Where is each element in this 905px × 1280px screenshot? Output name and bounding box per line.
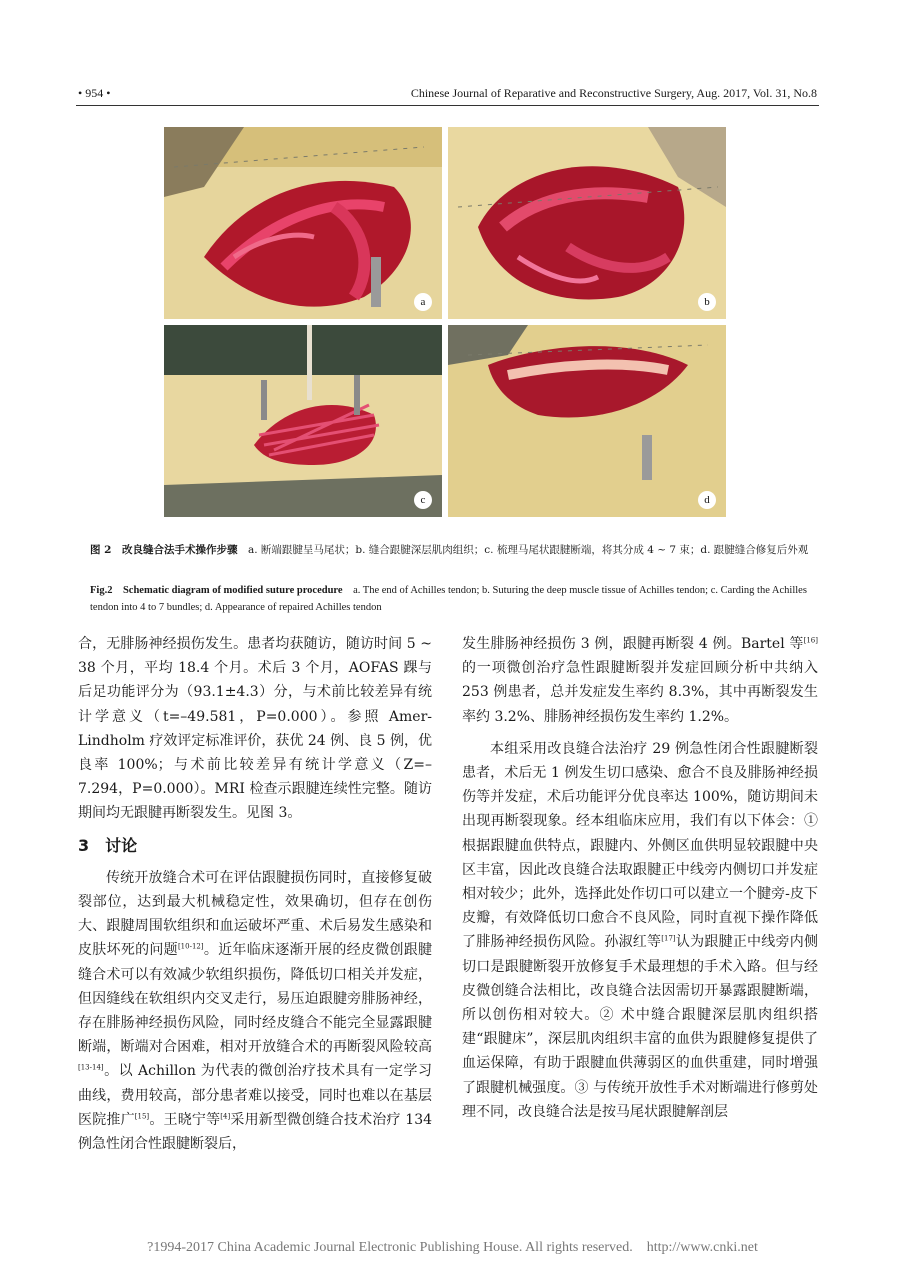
figure-panel-a-photo — [164, 127, 442, 319]
panel-label-c: c — [414, 491, 432, 509]
text-run: 传统开放缝合术可在评估跟腱损伤同时，直接修复破裂部位，达到最大机械稳定性，效果确切，但存在创伤大、跟腱周围软组织和血运破坏严重、术后易发生感染和皮肤坏死的问题 — [78, 869, 432, 959]
figure-panel-c-photo — [164, 325, 442, 517]
complications-paragraph — [462, 632, 818, 729]
figure-caption-cn-body: a. 断端跟腱呈马尾状；b. 缝合跟腱深层肌肉组织；c. 梳理马尾状跟腱断端，将其分成 4 ~ 7 束；d. 跟腱缝合修复后外观 — [247, 544, 809, 556]
page-number: • 954 • — [78, 86, 111, 100]
figure-caption-cn-title: 图 2 改良缝合法手术操作步骤 — [90, 544, 238, 556]
left-column — [78, 632, 432, 1156]
discussion-paragraph — [78, 866, 432, 1156]
section-heading-discussion: 3 讨论 — [78, 835, 138, 855]
citation: [13-14] — [78, 1063, 104, 1072]
copyright-footer: ?1994-2017 China Academic Journal Electronic Publishing House. All rights reserved. http://www.cnki.net — [147, 1240, 758, 1255]
journal-header: Chinese Journal of Reparative and Reconstructive Surgery, Aug. 2017, Vol. 31, No.8 — [410, 86, 817, 100]
figure-caption-en — [90, 582, 818, 616]
panel-label-a: a — [414, 293, 432, 311]
text-run: 认为跟腱正中线旁内侧切口是跟腱断裂开放修复手术最理想的手术入路。但与经皮微创缝合法相比，改良缝合法因需切开暴露跟腱断端，所以创伤相对较大。② 术中缝合跟腱深层肌肉组织搭建“跟腱床”，深层肌肉组织丰富的血供为跟腱修复提供了血运保障，有助于跟腱血供薄弱区的血供重建，同时增强了跟腱机械强度。③ 与传统开放性手术对断端进行修剪处理不同，改良缝合法是按马尾状跟腱解剖层 — [462, 934, 818, 1120]
header-rule — [76, 105, 819, 106]
figure-caption-en-body: a. The end of Achilles tendon; b. Suturing the deep muscle tissue of Achilles tendon; c. Carding the Achilles tendon into 4 to 7 bundles; d. Appearance of repaired Achilles tendon — [90, 585, 807, 613]
text-run: 。近年临床逐渐开展的经皮微创跟腱缝合术可以有效减少软组织损伤，降低切口相关并发症，但因缝线在软组织内交叉走行，易压迫跟腱旁腓肠神经，存在腓肠神经损伤风险，同时经皮缝合不能完全显露跟腱断端，断端对合困难，相对开放缝合术的再断裂风险较高 — [78, 942, 433, 1056]
figure-panel-b-photo — [448, 127, 726, 319]
citation: [4] — [220, 1112, 231, 1121]
figure-panel-d-photo — [448, 325, 726, 517]
citation: [10-12] — [177, 942, 204, 951]
figure-caption-en-title: Fig.2 Schematic diagram of modified suture procedure — [90, 585, 343, 596]
text-run: 。王晓宁等 — [149, 1111, 221, 1128]
text-run: 采用新型微创缝合技术治疗 134 例急性闭合性跟腱断裂后， — [78, 1111, 433, 1153]
citation: [15] — [134, 1112, 150, 1121]
right-column — [462, 632, 818, 1124]
text-run: 发生腓肠神经损伤 3 例，跟腱再断裂 4 例。Bartel 等 — [462, 636, 804, 652]
panel-label-b: b — [698, 293, 716, 311]
citation: [17] — [661, 934, 676, 943]
experience-paragraph — [462, 737, 818, 1124]
figure-caption-cn — [90, 542, 818, 559]
citation: [16] — [803, 636, 818, 645]
text-run: 。以 Achillon 为代表的微创治疗技术具有一定学习曲线，费用较高，部分患者难以接受，同时也难以在基层医院推广 — [78, 1063, 432, 1128]
panel-label-d: d — [698, 491, 716, 509]
results-paragraph: 合，无腓肠神经损伤发生。患者均获随访，随访时间 5 ~ 38 个月，平均 18.4 个月。术后 3 个月，AOFAS 踝与后足功能评分为（93.1±4.3）分，与术前比较差异有统计学意义（t=–49.581，P=0.000）。参照 Amer-Lindholm 疗效评定标准评价，获优 24 例、良 5 例，优良率 100%；与术前比较差异有统计学意义（Z=–7.294，P=0.000）。MRI 检查示跟腱连续性完整。随访期间均无跟腱再断裂发生。见图 3。 — [78, 636, 432, 822]
text-run: 本组采用改良缝合法治疗 29 例急性闭合性跟腱断裂患者，术后无 1 例发生切口感染、愈合不良及腓肠神经损伤等并发症，术后功能评分优良率达 100%，随访期间未出现再断裂现象。经本组临床应用，我们有以下体会：① 根据跟腱血供特点，跟腱内、外侧区血供明显较跟腱中央区丰富，因此改良缝合法取跟腱正中线旁内侧切口并发症相对较少；此外，选择此处作切口可以建立一个腱旁-皮下皮瓣，有效降低切口愈合不良风险，同时直视下操作降低了腓肠神经损伤风险。孙淑红等 — [462, 740, 818, 951]
text-run: 的一项微创治疗急性跟腱断裂并发症回顾分析中共纳入 253 例患者，总并发症发生率约 8.3%，其中再断裂发生率约 3.2%、腓肠神经损伤发生率约 1.2%。 — [462, 660, 818, 725]
